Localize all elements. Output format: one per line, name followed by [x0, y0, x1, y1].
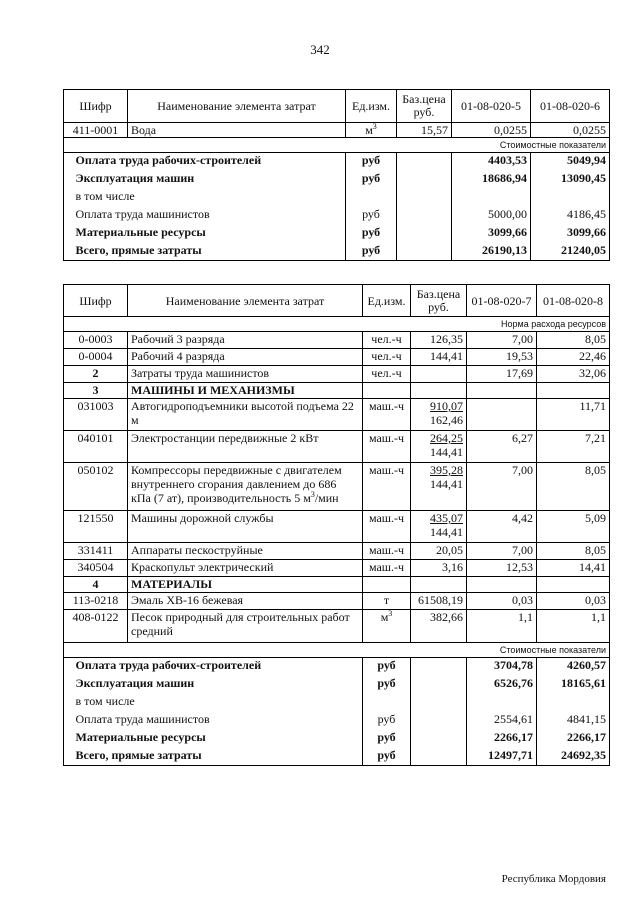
summary-row — [64, 676, 610, 694]
name-sup: 3 — [310, 490, 315, 499]
cell-name: Эмаль ХВ-16 бежевая — [128, 593, 363, 610]
summary-unit: руб — [346, 225, 397, 243]
price-main: 910,07 — [430, 399, 463, 413]
cell-name: Песок природный для строительных работ средний — [128, 610, 363, 643]
cell-price — [397, 243, 452, 261]
cell-v2: 22,46 — [537, 349, 610, 366]
table-row — [64, 383, 610, 399]
summary-v2 — [531, 189, 610, 207]
cell-v2: 11,71 — [537, 399, 610, 431]
cell-price — [397, 189, 452, 207]
header-col1: 01-08-020-5 — [452, 90, 531, 123]
cell-v2: 8,05 — [537, 543, 610, 560]
cell-unit: чел.-ч — [363, 349, 411, 366]
summary-unit: руб — [363, 730, 411, 748]
cell-code: 3 — [64, 383, 128, 399]
cell-unit: маш.-ч — [363, 543, 411, 560]
cell-code: 0-0003 — [64, 332, 128, 349]
table-row — [64, 511, 610, 543]
section-label: Стоимостные показатели — [64, 643, 610, 658]
cell-price — [397, 225, 452, 243]
summary-v1: 5000,00 — [452, 207, 531, 225]
cell-v1: 4,42 — [467, 511, 537, 543]
summary-v2 — [537, 694, 610, 712]
cell-v2: 8,05 — [537, 332, 610, 349]
cell-v1: 19,53 — [467, 349, 537, 366]
footer-region: Республика Мордовия — [501, 873, 606, 885]
table-row — [64, 560, 610, 577]
cell-v2: 0,03 — [537, 593, 610, 610]
header-unit: Ед.изм. — [363, 285, 411, 317]
cell-price — [411, 748, 467, 766]
cell-v2: 14,41 — [537, 560, 610, 577]
summary-v2: 21240,05 — [531, 243, 610, 261]
cell-v1 — [467, 383, 537, 399]
cell-code: 113-0218 — [64, 593, 128, 610]
summary-label: Всего, прямые затраты — [76, 243, 294, 261]
cell-v2: 0,0255 — [531, 123, 610, 138]
cell-price — [411, 712, 467, 730]
summary-row — [64, 207, 610, 225]
header-col1: 01-08-020-7 — [467, 285, 537, 317]
header-price-line2: руб. — [428, 299, 449, 314]
cell-name: Рабочий 4 разряда — [128, 349, 363, 366]
summary-v2: 5049,94 — [531, 153, 610, 171]
cell-unit — [346, 123, 397, 138]
summary-row — [64, 712, 610, 730]
header-price — [397, 90, 452, 123]
cell-name: МАТЕРИАЛЫ — [128, 577, 363, 593]
cell-v1: 17,69 — [467, 366, 537, 383]
price-operator: 144,41 — [430, 445, 463, 459]
cell-price — [411, 431, 467, 463]
unit-base: м — [365, 123, 373, 137]
summary-unit: руб — [363, 658, 411, 676]
header-col2: 01-08-020-8 — [537, 285, 610, 317]
norm-label: Норма расхода ресурсов — [64, 317, 610, 332]
summary-unit — [346, 189, 397, 207]
summary-row — [64, 243, 610, 261]
cell-unit — [363, 383, 411, 399]
cell-name: МАШИНЫ И МЕХАНИЗМЫ — [128, 383, 363, 399]
cell-price — [411, 383, 467, 399]
summary-label: Оплата труда машинистов — [76, 207, 294, 225]
price-operator: 162,46 — [430, 413, 463, 427]
cell-unit: маш.-ч — [363, 560, 411, 577]
cell-code: 050102 — [64, 463, 128, 511]
summary-row — [64, 748, 610, 766]
cell-v1: 6,27 — [467, 431, 537, 463]
summary-v1: 6526,76 — [467, 676, 537, 694]
cell-name: Затраты труда машинистов — [128, 366, 363, 383]
table-row — [64, 610, 610, 643]
cell-price — [411, 366, 467, 383]
price-main: 435,07 — [430, 511, 463, 525]
cell-unit: т — [363, 593, 411, 610]
unit-sup: 3 — [372, 122, 377, 131]
summary-label: Оплата труда машинистов — [76, 712, 311, 730]
name-suffix: /мин — [314, 491, 339, 505]
section-label: Стоимостные показатели — [64, 138, 610, 153]
cell-v1: 7,00 — [467, 332, 537, 349]
cell-v1: 1,1 — [467, 610, 537, 643]
summary-unit — [363, 694, 411, 712]
table-row — [64, 399, 610, 431]
summary-label: Эксплуатация машин — [76, 676, 311, 694]
summary-row — [64, 730, 610, 748]
summary-label: Материальные ресурсы — [76, 730, 311, 748]
summary-label: Оплата труда рабочих-строителей — [76, 658, 311, 676]
summary-v1 — [452, 189, 531, 207]
summary-row — [64, 171, 610, 189]
cell-code: 408-0122 — [64, 610, 128, 643]
table-row — [64, 593, 610, 610]
cell-name: Краскопульт электрический — [128, 560, 363, 577]
cell-price — [397, 207, 452, 225]
cell-v2: 1,1 — [537, 610, 610, 643]
cell-code: 331411 — [64, 543, 128, 560]
unit-sup: 3 — [388, 609, 393, 618]
cell-price — [411, 511, 467, 543]
cell-v1 — [467, 399, 537, 431]
table-row — [64, 543, 610, 560]
table-row — [64, 577, 610, 593]
cell-v1: 0,03 — [467, 593, 537, 610]
summary-v1: 3099,66 — [452, 225, 531, 243]
cost-table-1 — [63, 89, 610, 261]
cell-unit: чел.-ч — [363, 332, 411, 349]
price-main: 395,28 — [430, 463, 463, 477]
summary-v2: 4841,15 — [537, 712, 610, 730]
cell-v2: 8,05 — [537, 463, 610, 511]
cell-v2: 7,21 — [537, 431, 610, 463]
cell-v2 — [537, 577, 610, 593]
cell-v1: 12,53 — [467, 560, 537, 577]
cell-name — [128, 463, 363, 511]
cell-unit — [363, 610, 411, 643]
header-price — [411, 285, 467, 317]
summary-v2: 24692,35 — [537, 748, 610, 766]
cell-v1 — [467, 577, 537, 593]
summary-v1: 18686,94 — [452, 171, 531, 189]
cell-v1: 0,0255 — [452, 123, 531, 138]
cell-code: 040101 — [64, 431, 128, 463]
table-row — [64, 366, 610, 383]
header-name: Наименование элемента затрат — [128, 90, 346, 123]
summary-2 — [64, 658, 610, 766]
summary-v1: 12497,71 — [467, 748, 537, 766]
summary-v2: 3099,66 — [531, 225, 610, 243]
cell-unit: маш.-ч — [363, 511, 411, 543]
cell-price — [411, 658, 467, 676]
cell-unit: чел.-ч — [363, 366, 411, 383]
cell-unit: маш.-ч — [363, 431, 411, 463]
header-code: Шифр — [64, 285, 128, 317]
cell-unit — [363, 577, 411, 593]
summary-unit: руб — [363, 676, 411, 694]
table-row — [64, 463, 610, 511]
cell-price — [411, 730, 467, 748]
summary-label: Эксплуатация машин — [76, 171, 294, 189]
cell-v1: 7,00 — [467, 463, 537, 511]
cell-unit: маш.-ч — [363, 399, 411, 431]
summary-v2: 2266,17 — [537, 730, 610, 748]
cell-code: 121550 — [64, 511, 128, 543]
table-row — [64, 123, 610, 138]
cell-name: Электростанции передвижные 2 кВт — [128, 431, 363, 463]
price-main: 264,25 — [430, 431, 463, 445]
header-code: Шифр — [64, 90, 128, 123]
cell-price — [411, 577, 467, 593]
cell-code: 340504 — [64, 560, 128, 577]
cell-price — [397, 153, 452, 171]
summary-row — [64, 658, 610, 676]
summary-v2: 4260,57 — [537, 658, 610, 676]
cell-name: Аппараты пескоструйные — [128, 543, 363, 560]
cell-price: 20,05 — [411, 543, 467, 560]
summary-v1: 3704,78 — [467, 658, 537, 676]
page-number: 342 — [310, 42, 330, 57]
summary-unit: руб — [363, 712, 411, 730]
summary-unit: руб — [346, 171, 397, 189]
summary-label: в том числе — [76, 694, 311, 712]
cell-price: 382,66 — [411, 610, 467, 643]
header-unit: Ед.изм. — [346, 90, 397, 123]
summary-v1 — [467, 694, 537, 712]
summary-unit: руб — [346, 153, 397, 171]
header-col2: 01-08-020-6 — [531, 90, 610, 123]
cell-price: 126,35 — [411, 332, 467, 349]
summary-unit: руб — [363, 748, 411, 766]
summary-label: Материальные ресурсы — [76, 225, 294, 243]
cell-price: 61508,19 — [411, 593, 467, 610]
cell-price — [411, 463, 467, 511]
cell-name: Машины дорожной службы — [128, 511, 363, 543]
cell-unit: маш.-ч — [363, 463, 411, 511]
cell-v2 — [537, 383, 610, 399]
table-row — [64, 349, 610, 366]
cell-v2: 5,09 — [537, 511, 610, 543]
cell-v1: 7,00 — [467, 543, 537, 560]
summary-unit: руб — [346, 207, 397, 225]
summary-v2: 13090,45 — [531, 171, 610, 189]
summary-row — [64, 189, 610, 207]
cell-price: 15,57 — [397, 123, 452, 138]
cell-code: 4 — [64, 577, 128, 593]
summary-label: в том числе — [76, 189, 294, 207]
summary-label: Оплата труда рабочих-строителей — [76, 153, 294, 171]
cell-price — [411, 399, 467, 431]
summary-1 — [64, 153, 610, 261]
cell-price: 3,16 — [411, 560, 467, 577]
cell-name: Автогидроподъемники высотой подъема 22 м — [128, 399, 363, 431]
table-row — [64, 431, 610, 463]
detail-2 — [64, 332, 610, 643]
cell-name: Рабочий 3 разряда — [128, 332, 363, 349]
cell-price — [397, 171, 452, 189]
summary-v1: 26190,13 — [452, 243, 531, 261]
header-price-line1: Баз.цена — [402, 92, 446, 106]
header-price-line2: руб. — [413, 105, 435, 119]
cell-code: 2 — [64, 366, 128, 383]
cost-table-2 — [63, 284, 610, 766]
summary-v2: 4186,45 — [531, 207, 610, 225]
header-price-line1: Баз.цена — [416, 286, 461, 301]
summary-row — [64, 694, 610, 712]
summary-row — [64, 225, 610, 243]
cell-code: 411-0001 — [64, 123, 128, 138]
summary-row — [64, 153, 610, 171]
cell-price: 144,41 — [411, 349, 467, 366]
unit-base: м — [380, 610, 389, 624]
price-operator: 144,41 — [430, 525, 463, 539]
name-text: Компрессоры передвижные с двигателем внутреннего сгорания давлением до 686 кПа (7 ат), производительность 5 м — [131, 463, 342, 505]
summary-v2: 18165,61 — [537, 676, 610, 694]
cell-code: 031003 — [64, 399, 128, 431]
summary-v1: 2554,61 — [467, 712, 537, 730]
cell-price — [411, 676, 467, 694]
cell-code: 0-0004 — [64, 349, 128, 366]
cell-price — [411, 694, 467, 712]
table-row — [64, 332, 610, 349]
cell-name: Вода — [128, 123, 346, 138]
price-operator: 144,41 — [430, 477, 463, 491]
summary-unit: руб — [346, 243, 397, 261]
summary-v1: 2266,17 — [467, 730, 537, 748]
cell-v2: 32,06 — [537, 366, 610, 383]
summary-v1: 4403,53 — [452, 153, 531, 171]
summary-label: Всего, прямые затраты — [76, 748, 311, 766]
header-name: Наименование элемента затрат — [128, 285, 363, 317]
